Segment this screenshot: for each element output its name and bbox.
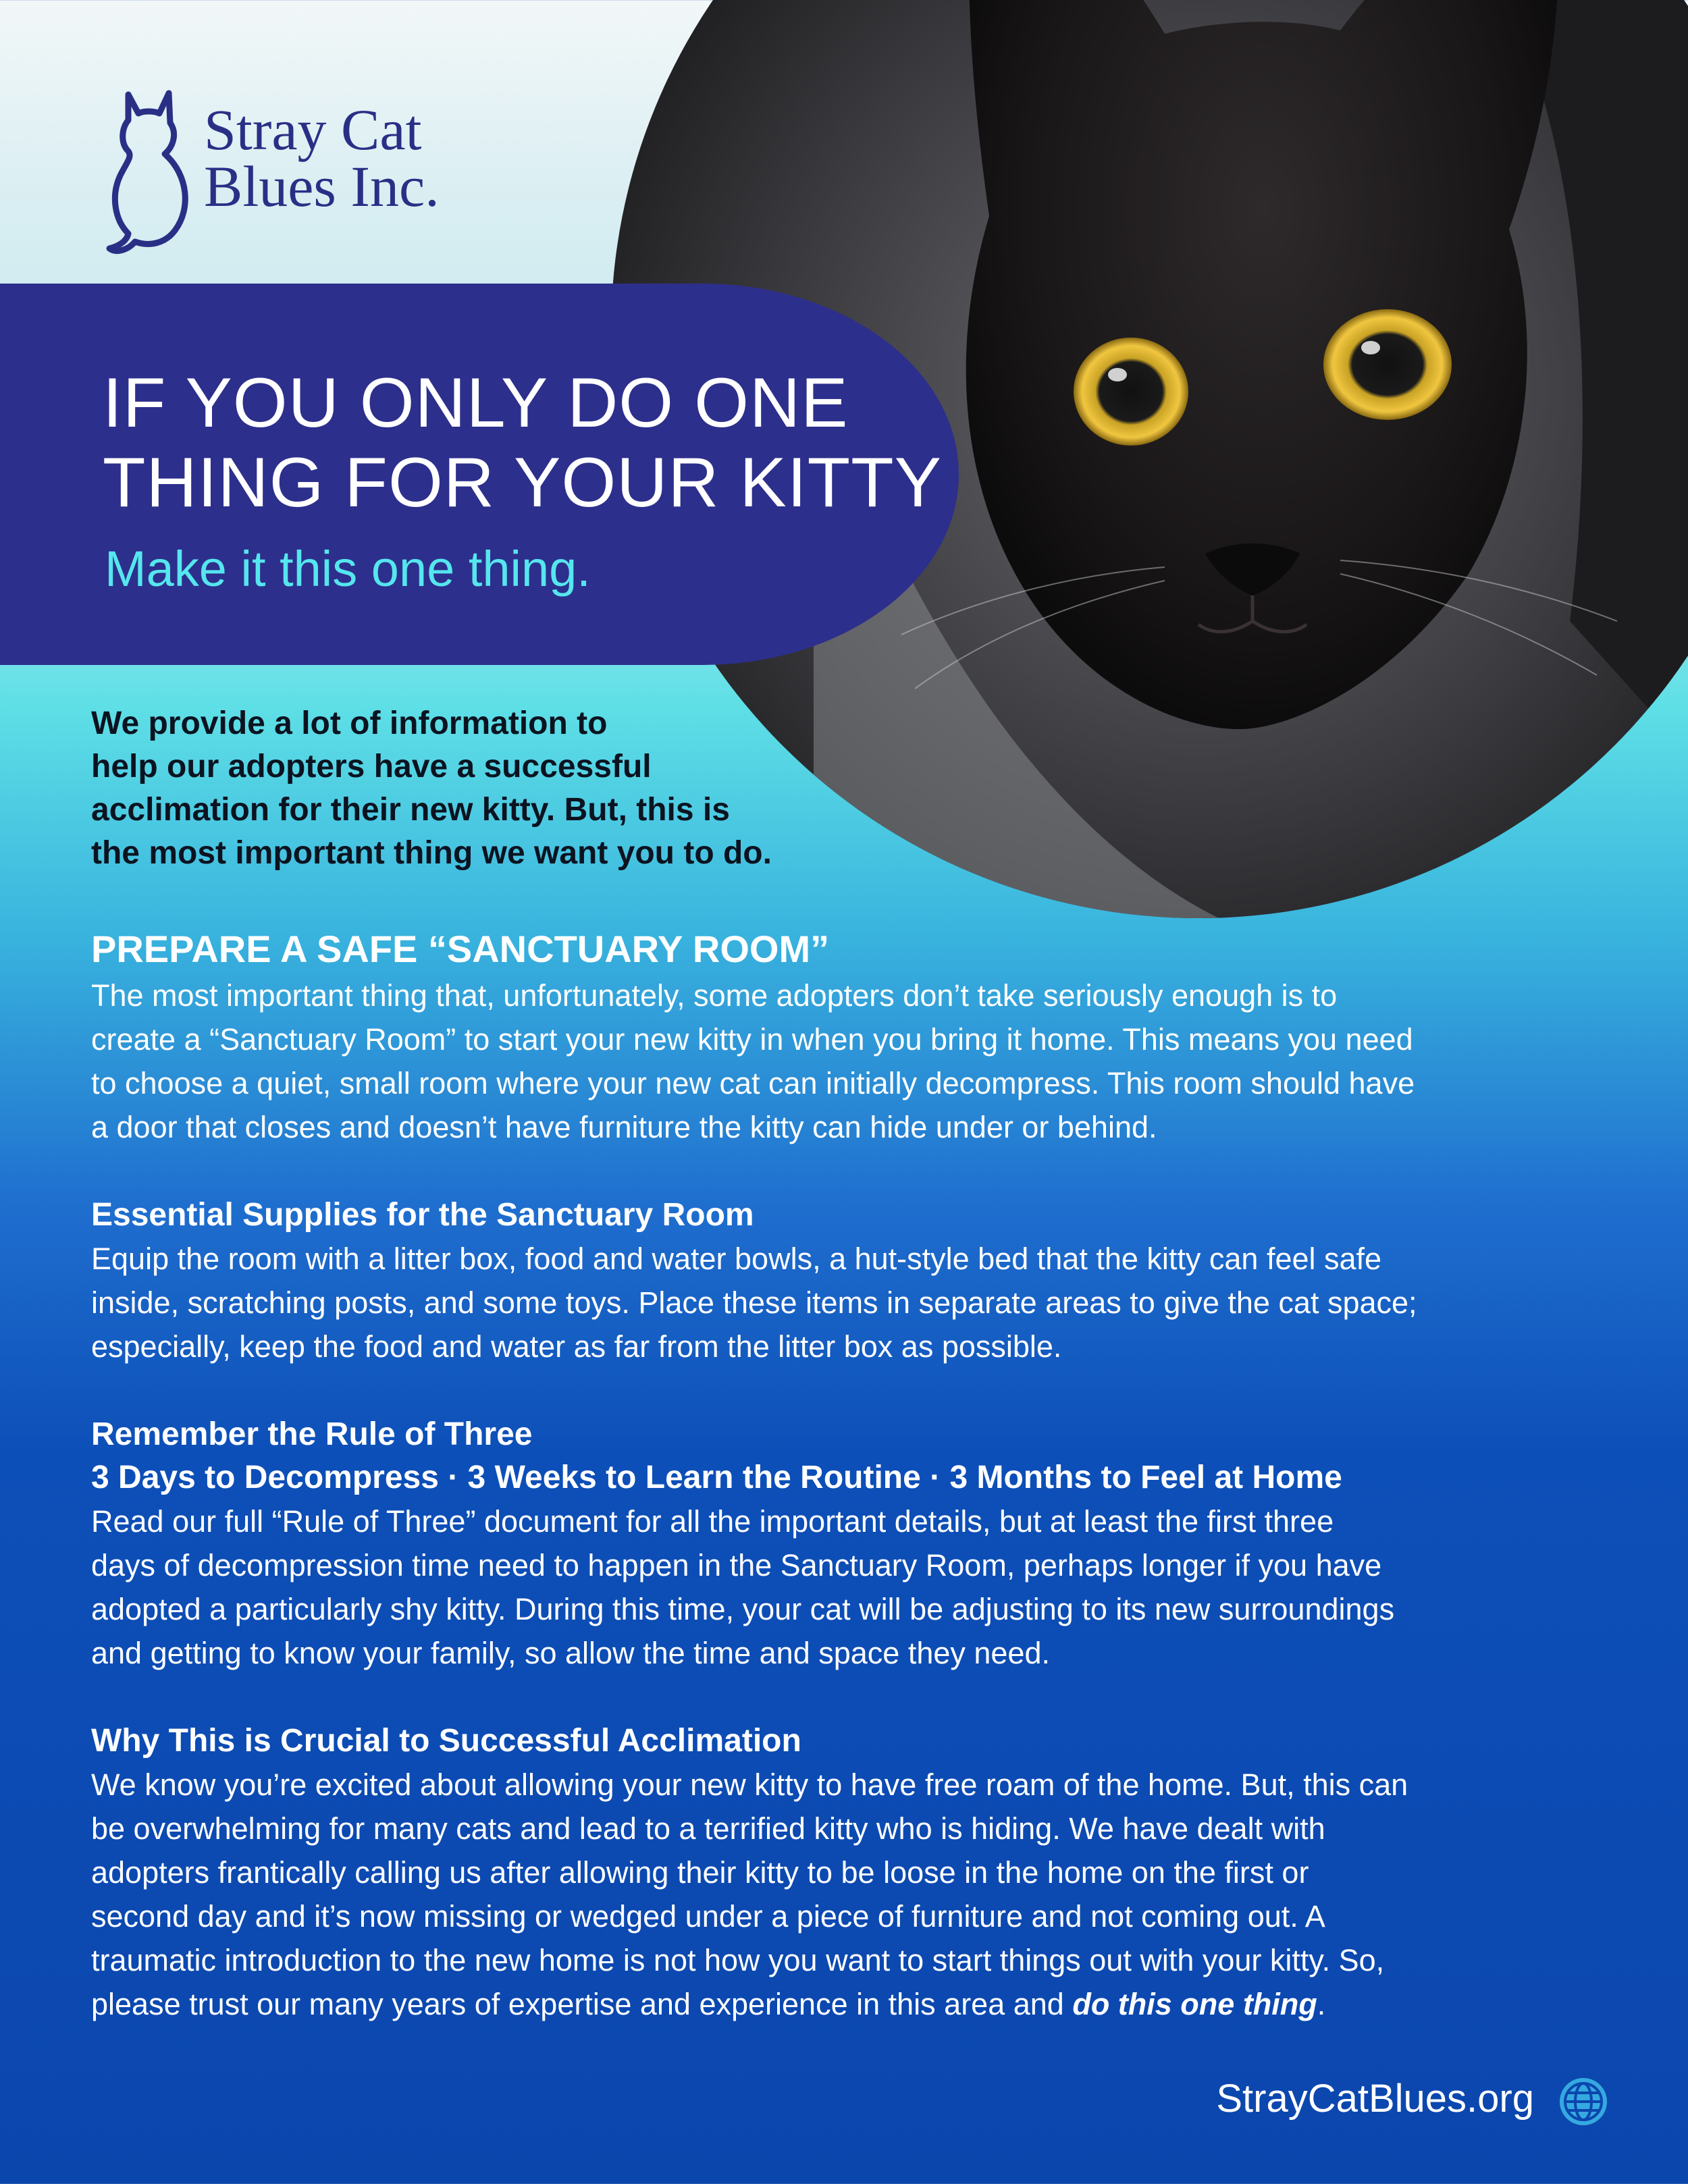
body-line: inside, scratching posts, and some toys. Place these items in separate areas to give the cat space;	[91, 1285, 1417, 1320]
body-line: The most important thing that, unfortunately, some adopters don’t take seriously enough is to	[91, 978, 1338, 1013]
website-link[interactable]: StrayCatBlues.org	[1216, 2077, 1534, 2121]
body-line: days of decompression time need to happen in the Sanctuary Room, perhaps longer if you have	[91, 1548, 1382, 1582]
body-line: and getting to know your family, so allow the time and space they need.	[91, 1636, 1050, 1670]
intro-line: the most important thing we want you to do.	[91, 835, 772, 871]
sanctuary-title: PREPARE A SAFE “SANCTUARY ROOM”	[91, 928, 830, 970]
body-line: create a “Sanctuary Room” to start your new kitty in when you bring it home. This means you need	[91, 1022, 1413, 1057]
body-line: Equip the room with a litter box, food and water bowls, a hut-style bed that the kitty can feel safe	[91, 1242, 1382, 1276]
main-content	[91, 925, 1617, 2026]
sanctuary-body	[91, 974, 1617, 1149]
body-line: to choose a quiet, small room where your new cat can initially decompress. This room should have	[91, 1066, 1415, 1100]
final-line-suffix: .	[1317, 1987, 1326, 2021]
page-title	[103, 363, 980, 523]
brand-name-line2: Blues Inc.	[204, 154, 440, 219]
page-subtitle: Make it this one thing.	[105, 541, 591, 597]
body-line: second day and it’s now missing or wedged under a piece of furniture and not coming out. A	[91, 1899, 1325, 1934]
crucial-body	[91, 1763, 1617, 2026]
globe-icon[interactable]	[1557, 2075, 1610, 2128]
body-line: We know you’re excited about allowing your new kitty to have free roam of the home. But, this can	[91, 1767, 1408, 1802]
body-line: adopters frantically calling us after allowing their kitty to be loose in the home on the first or	[91, 1855, 1309, 1890]
body-line: Read our full “Rule of Three” document for all the important details, but at least the first three	[91, 1504, 1334, 1539]
supplies-heading: Essential Supplies for the Sanctuary Room	[91, 1197, 754, 1233]
intro-line: We provide a lot of information to	[91, 705, 608, 741]
intro-paragraph	[91, 702, 901, 875]
body-line: adopted a particularly shy kitty. During this time, your cat will be adjusting to its new surroundings	[91, 1592, 1395, 1626]
intro-line: help our adopters have a successful	[91, 749, 652, 784]
title-line2: THING FOR YOUR KITTY	[103, 444, 943, 522]
supplies-body	[91, 1237, 1617, 1368]
rule-of-three-heading: Remember the Rule of Three	[91, 1416, 533, 1452]
title-line1: IF YOU ONLY DO ONE	[103, 364, 849, 442]
body-line: traumatic introduction to the new home is not how you want to start things out with your kitty. So,	[91, 1943, 1385, 1977]
brand-name	[204, 97, 440, 219]
body-line-final	[91, 1982, 1617, 2026]
final-line-prefix: please trust our many years of expertise and experience in this area and	[91, 1987, 1073, 2021]
body-line: a door that closes and doesn’t have furniture the kitty can hide under or behind.	[91, 1110, 1157, 1144]
intro-line: acclimation for their new kitty. But, this is	[91, 792, 730, 828]
rule-of-three-body	[91, 1499, 1617, 1675]
rule-of-three-subheading: 3 Days to Decompress · 3 Weeks to Learn the Routine · 3 Months to Feel at Home	[91, 1460, 1342, 1495]
brand-logo[interactable]	[101, 81, 479, 257]
crucial-heading: Why This is Crucial to Successful Acclimation	[91, 1723, 801, 1759]
body-line: especially, keep the food and water as far from the litter box as possible.	[91, 1329, 1062, 1364]
cat-silhouette-icon	[101, 81, 196, 257]
brand-name-line1: Stray Cat	[204, 97, 422, 162]
body-line: be overwhelming for many cats and lead to a terrified kitty who is hiding. We have dealt with	[91, 1811, 1325, 1846]
do-this-one-thing-emphasis: do this one thing	[1072, 1987, 1317, 2021]
